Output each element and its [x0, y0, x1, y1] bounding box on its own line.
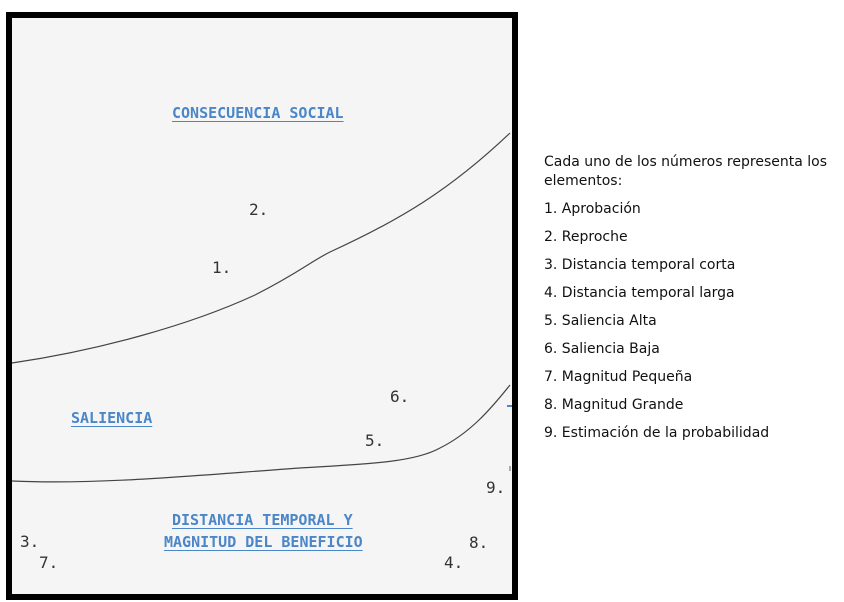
marker-7: 7.	[39, 553, 59, 572]
legend-item: 2. Reproche	[544, 228, 628, 245]
legend-item: 9. Estimación de la probabilidad	[544, 424, 770, 441]
legend-item: 5. Saliencia Alta	[544, 312, 657, 329]
marker-6: 6.	[390, 387, 410, 406]
legend-list	[544, 195, 844, 447]
marker-3: 3.	[20, 532, 40, 551]
legend-item: 7. Magnitud Pequeña	[544, 368, 693, 385]
legend-item: 6. Saliencia Baja	[544, 340, 660, 357]
legend-intro: Cada uno de los números representa los elementos:	[544, 154, 827, 189]
marker-4: 4.	[444, 553, 464, 572]
legend-item: 3. Distancia temporal corta	[544, 256, 736, 273]
region-label-distancia-line1: DISTANCIA TEMPORAL Y	[172, 511, 353, 529]
region-label-consecuencia-social: CONSECUENCIA SOCIAL	[172, 104, 344, 122]
region-label-distancia-line2: MAGNITUD DEL BENEFICIO	[164, 533, 363, 551]
region-label-saliencia: SALIENCIA	[71, 409, 153, 427]
marker-2: 2.	[249, 200, 269, 219]
legend-item: 4. Distancia temporal larga	[544, 284, 735, 301]
marker-9: 9.	[486, 478, 506, 497]
legend-item: 8. Magnitud Grande	[544, 396, 684, 413]
edge-mark-upper	[507, 405, 512, 407]
marker-8: 8.	[469, 533, 489, 552]
legend-panel	[544, 153, 844, 447]
marker-5: 5.	[365, 431, 385, 450]
edge-mark-lower	[509, 466, 511, 471]
legend-item: 1. Aprobación	[544, 200, 641, 217]
marker-1: 1.	[212, 258, 232, 277]
